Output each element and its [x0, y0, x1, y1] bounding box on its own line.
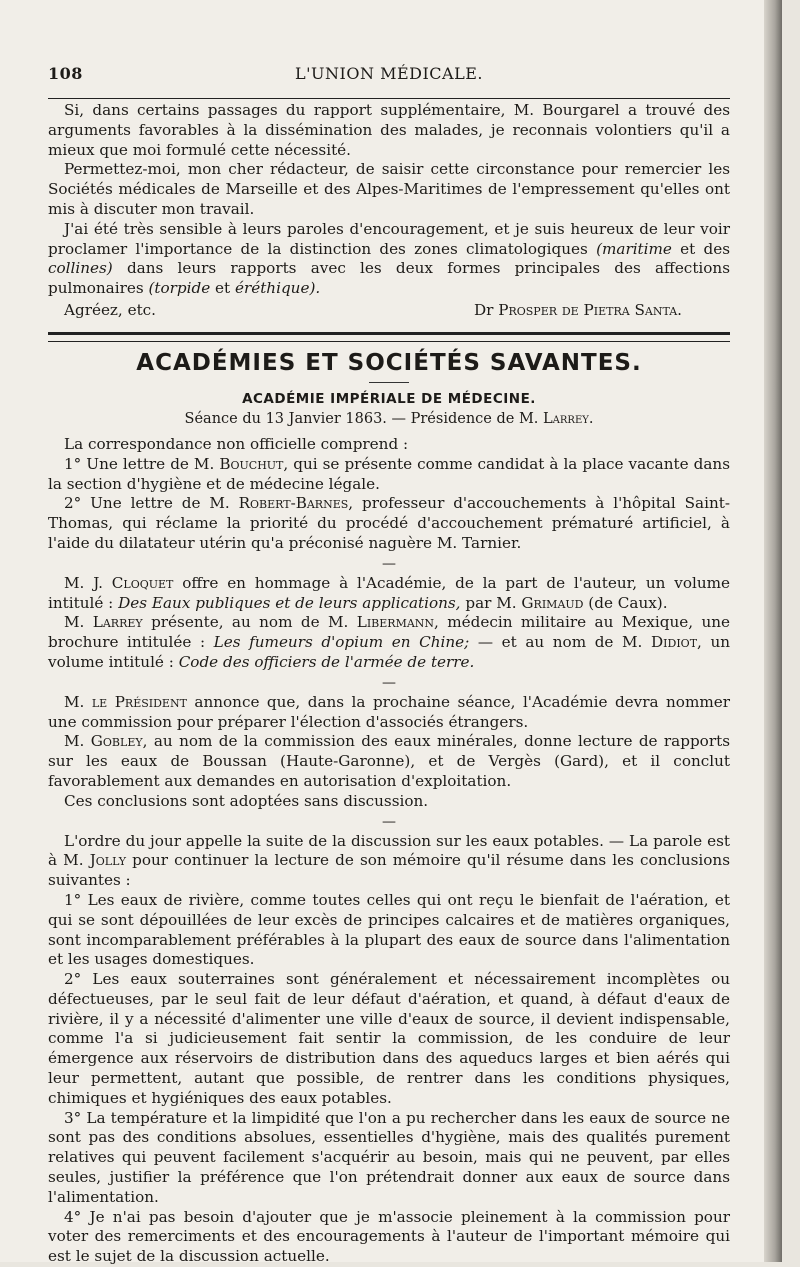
minutes-paragraph — [48, 832, 730, 891]
text-run: offre en hommage à l'Académie, de la part de l'auteur, un volume intitulé : — [48, 573, 730, 612]
book-title: Code des officiers de l'armée de terre. — [178, 652, 475, 671]
text-run: dans leurs rapports avec les deux formes principales des affections pulmonaires — [48, 259, 730, 298]
conclusion-paragraph: 4° Je n'ai pas besoin d'ajouter que je m'associe pleinement à la commission pour voter des remerciments et des encouragements à l'auteur de l'important mémoire qui est le sujet de la discussion actuelle. — [48, 1207, 730, 1266]
conclusion-paragraph: 1° Les eaux de rivière, comme toutes celles qui ont reçu le bienfait de l'aération, et qui se sont dépouillées de leur excès de principes calcaires et de matières organiques, sont incomparablement préférables à la plupart des eaux de source dans l'alimentation et les usages domestiques. — [48, 890, 730, 969]
president-name: Larrey — [543, 410, 589, 427]
conclusion-paragraph: 2° Les eaux souterraines sont généralement et nécessairement incomplètes ou défectueuses, par le seul fait de leur défaut d'aération, et quand, à défaut d'eaux de rivière, il y a nécessité d'alimenter une ville d'eaux de source, il devient indispensable, comme l'a si judicieusement fait sentir la commission, de les conduire de leur émergence aux réservoirs de distribution dans des aqueducs larges et bien aérés qui leur permettent, autant que possible, de rentrer dans les conditions physiques, chimiques et hygiéniques des eaux potables. — [48, 970, 730, 1107]
text-run: , au nom de la commission des eaux minérales, donne lecture de rapports sur les eaux de Boussan (Haute-Garonne), et de Vergès (Gard), et il conclut favorablement aux demandes en autorisation d'exploitation. — [48, 732, 730, 790]
letter-paragraph: Permettez-moi, mon cher rédacteur, de saisir cette circonstance pour remercier les Sociétés médicales de Marseille et des Alpes-Maritimes de l'empressement qu'elles ont mis à discuter mon travail. — [48, 160, 730, 218]
section-title: ACADÉMIES ET SOCIÉTÉS SAVANTES. — [136, 349, 642, 376]
signature — [474, 300, 682, 320]
person-name: Grimaud — [521, 593, 584, 612]
minutes-paragraph: Ces conclusions sont adoptées sans discussion. — [64, 791, 429, 810]
text-run: M. J. — [64, 573, 112, 592]
person-name: Libermann — [356, 613, 435, 632]
italic-run: éréthique). — [234, 279, 321, 298]
signature-name: Prosper de Pietra Santa. — [498, 300, 682, 319]
session-line — [48, 411, 730, 427]
text-run: 1° Une lettre de M. — [64, 454, 220, 473]
text-run: présente, au nom de M. — [142, 613, 357, 632]
person-name: Cloquet — [111, 573, 174, 592]
person-name: Larrey — [92, 613, 143, 632]
text-run: M. — [64, 692, 92, 711]
italic-run: collines) — [48, 259, 113, 278]
person-name: Jolly — [89, 851, 126, 870]
person-name: Bouchut — [219, 454, 284, 473]
letter-signoff — [48, 300, 730, 322]
book-title: Des Eaux publiques et de leurs applications, — [118, 593, 461, 612]
person-name: Gobley — [90, 732, 143, 751]
minutes-paragraph — [48, 494, 730, 553]
text-run: , professeur d'accouchements à l'hôpital Saint-Thomas, qui réclame la priorité du procédé d'accouchement prématuré artificiel, à l'aide du dilatateur utérin qu'a préconisé naguère M. Tarnier. — [48, 494, 730, 552]
minutes-paragraph — [48, 732, 730, 791]
letter-paragraph: Si, dans certains passages du rapport supplémentaire, M. Bourgarel a trouvé des arguments favorables à la dissémination des malades, je reconnais volontiers qu'il a mieux que moi formulé cette nécessité. — [48, 101, 730, 159]
person-name: Robert-Barnes — [238, 494, 349, 513]
short-rule — [369, 382, 409, 383]
separator-dash: — — [382, 674, 396, 691]
text-run: M. — [64, 613, 93, 632]
text-run: L'ordre du jour appelle la suite de la discussion sur les eaux potables. — La parole est à M. — [48, 831, 730, 870]
page-content — [48, 58, 730, 1267]
text-run: J'ai été très sensible à leurs paroles d'encouragement, et je suis heureux de leur voir proclamer l'importance de la distinction des zones climatologiques — [48, 219, 730, 258]
text-run: annonce que, dans la prochaine séance, l'Académie devra nommer une commission pour préparer l'élection d'associés étrangers. — [48, 692, 731, 731]
text-run: et des — [671, 239, 730, 258]
text-run: , un volume intitulé : — [48, 633, 731, 671]
text-run: et — [210, 279, 235, 298]
conclusion-paragraph: 3° La température et la limpidité que l'on a pu rechercher dans les eaux de source ne sont pas des conditions absolues, essentielles d'hygiène, mais des qualités purement relatives qui peuvent facilement s'acquérir au besoin, mais qui ne peuvent, par elles seules, justifier la préférence que l'on prétendrait donner aux eaux de source dans l'alimentation. — [48, 1108, 730, 1206]
text-run: M. — [64, 732, 91, 751]
header-rule — [48, 98, 730, 99]
academy-heading: ACADÉMIE IMPÉRIALE DE MÉDECINE. — [242, 390, 536, 407]
minutes-paragraph — [48, 574, 730, 614]
book-title: Les fumeurs d'opium en Chine; — [213, 633, 470, 652]
italic-run: (torpide — [148, 279, 211, 298]
person-name: Didiot — [650, 633, 698, 652]
closing: Agréez, etc. — [64, 300, 157, 319]
minutes-paragraph: La correspondance non officielle comprend : — [64, 434, 409, 453]
letter-paragraph — [48, 220, 730, 299]
text-run: par M. — [460, 593, 522, 612]
page-number: 108 — [48, 64, 83, 83]
running-head — [48, 58, 730, 88]
italic-run: (maritime — [596, 239, 672, 258]
section-rule — [48, 332, 730, 335]
text-run: (de Caux). — [583, 593, 668, 612]
minutes-paragraph — [48, 455, 730, 495]
minutes-paragraph — [48, 693, 730, 733]
signature-prefix: Dr — [473, 300, 494, 319]
person-name: le Président — [91, 692, 187, 711]
text-run: , médecin militaire au Mexique, une brochure intitulée : — [48, 613, 730, 652]
book-edge — [764, 0, 782, 1262]
text-run: 2° Une lettre de M. — [64, 494, 239, 513]
text-run: , qui se présente comme candidat à la place vacante dans la section d'hygiène et de médecine légale. — [48, 454, 730, 493]
text-run: . — [588, 410, 594, 427]
minutes-paragraph — [48, 613, 730, 672]
text-run: pour continuer la lecture de son mémoire qu'il résume dans les conclusions suivantes : — [48, 851, 730, 890]
section-rule-thin — [48, 341, 730, 342]
separator-dash: — — [382, 555, 396, 572]
journal-title: L'UNION MÉDICALE. — [295, 64, 483, 83]
separator-dash: — — [382, 813, 396, 830]
text-run: — et au nom de M. — [469, 633, 651, 652]
text-run: Séance du 13 Janvier 1863. — Présidence de M. — [184, 410, 544, 427]
